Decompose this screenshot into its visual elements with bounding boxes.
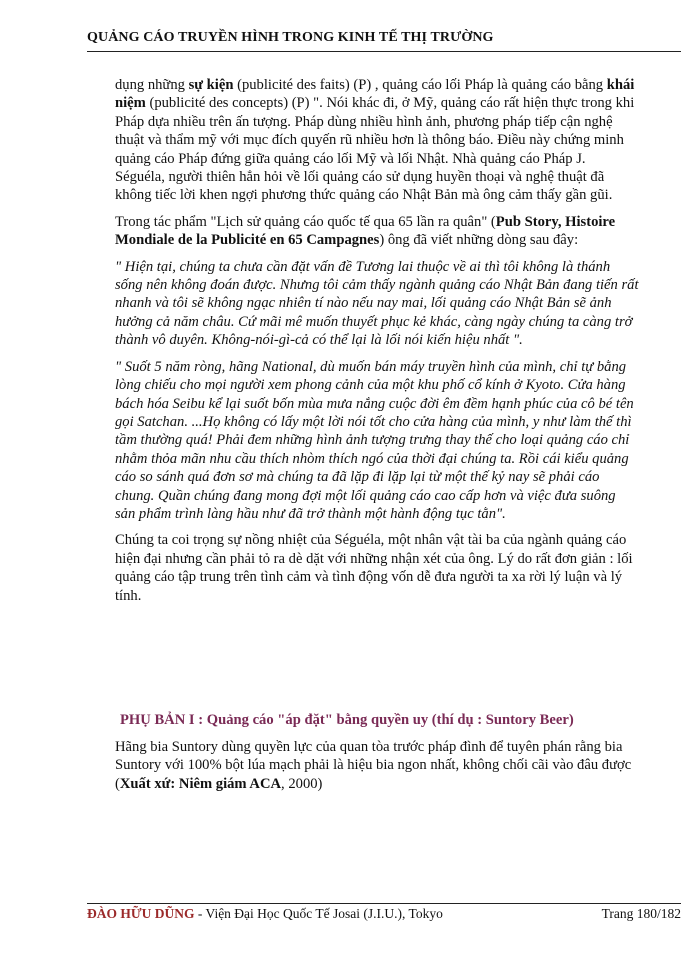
supplement-title: PHỤ BẢN I : Quảng cáo "áp đặt" bằng quyền uy (thí dụ : Suntory Beer)	[120, 712, 574, 728]
author-affiliation: - Viện Đại Học Quốc Tế Josai (J.I.U.), Tokyo	[194, 906, 443, 921]
supplement-text: Hãng bia Suntory dùng quyền lực của quan tòa trước pháp đình để tuyên phán rằng bia Suntory với 100% bột lúa mạch phải là hiệu bia ngon nhất, không chối cãi vào đâu được (	[115, 739, 632, 792]
header-divider	[87, 51, 681, 52]
source-citation: Xuất xứ: Niêm giám ACA	[119, 775, 282, 792]
paragraph-text: (publicité des faits) (P) , quảng cáo lối Pháp là quảng cáo bằng	[233, 77, 607, 93]
footer-credit	[87, 906, 443, 922]
page-header: QUẢNG CÁO TRUYỀN HÌNH TRONG KINH TẾ THỊ TRƯỜNG	[87, 30, 494, 45]
page-number: Trang 180/182	[601, 906, 681, 921]
author-name: ĐÀO HỮU DŨNG	[87, 906, 195, 921]
paragraph-3: Chúng ta coi trọng sự nồng nhiệt của Séguéla, một nhân vật tài ba của ngành quảng cáo hiện đại nhưng cần phải tỏ ra dè dặt với những nhận xét của ông. Lý do rất đơn giản : lối quảng cáo tập trung trên tình cảm và tình động vốn dễ đưa người ta xa rời lý luận và lý tính.	[115, 532, 633, 604]
supplement-text: , 2000)	[281, 775, 323, 792]
paragraph-2	[115, 213, 639, 250]
paragraph-1	[115, 76, 639, 205]
main-content	[115, 76, 639, 613]
paragraph-text: ) ông đã viết những dòng sau đây:	[379, 232, 579, 249]
quote-2: " Suốt 5 năm ròng, hãng National, dù muốn bán máy truyền hình của mình, chỉ tự bằng lòng chiếu cho mọi người xem phong cảnh của một khu phố cổ kính ở Kyoto. Cửa hàng bách hóa Seibu kể lại suốt bốn mùa mưa nắng cuộc đời êm đềm hạnh phúc của cô bé tên gọi Satchan. ...Họ không có lấy một lời nói tốt cho cửa hàng của mình, y như làm thế thì tầm thường quá! Phải đem những hình ảnh tượng trưng thay thế cho loại quảng cáo chỉ nhằm thỏa mãn nhu cầu thích nhòm thích ngó của thời đại chúng ta. Rồi cái kiểu quảng cáo so sánh quá đơn sơ mà chúng ta đã lặp đi lặp lại từ một thế kỷ nay sẽ phải cáo chung. Quần chúng đang mong đợi một lối quảng cáo cao cấp hơn và việc đưa suông sản phẩm trình làng hầu như đã trở thành một hành động tục tằn".	[115, 358, 634, 522]
bold-term: sự kiện	[188, 77, 234, 93]
quote-1: " Hiện tại, chúng ta chưa cần đặt vấn đề Tương lai thuộc về ai thì tôi không là thánh sống nên không đoán được. Nhưng tôi cảm thấy ngành quảng cáo Nhật Bản đang tiến rất nhanh và tôi sẽ không ngạc nhiên tí nào nếu nay mai, lối quảng cáo Nhật Bản sẽ ảnh hưởng cả năm châu. Cứ mãi mê muốn thuyết phục kẻ khác, càng ngày chúng ta càng trở thành vô duyên. Không-nói-gì-cả có thể lại là lối nói kiến hiệu nhất ".	[115, 258, 639, 349]
paragraph-text: Trong tác phẩm "Lịch sử quảng cáo quốc tế qua 65 lần ra quân" (	[115, 213, 496, 230]
paragraph-text: (publicité des concepts) (P) ". Nói khác đi, ở Mỹ, quảng cáo rất hiện thực trong khi Pháp dựa nhiều trên ấn tượng. Pháp dùng nhiều hình ảnh, phương pháp tiếp cận nghệ thuật và thẩm mỹ với mục đích quyến rũ nhiều hơn là thông báo. Điều này chứng minh quảng cáo Pháp đứng giữa quảng cáo lối Mỹ và lối Nhật. Nhà quảng cáo Pháp J. Séguéla, người thiên hẳn hỏi về lối quảng cáo sử dụng huyền thoại và nghệ thuật đã không tiếc lời khen ngợi phương thức quảng cáo Nhật Bản mà ông cảm thấy gần gũi.	[115, 95, 635, 204]
page-footer	[87, 906, 681, 922]
footer-divider	[87, 903, 681, 904]
book-title: Pub Story, Histoire Mondiale de la Publicité en 65 Campagnes	[115, 213, 616, 249]
paragraph-text: dụng những	[115, 77, 189, 93]
supplement-body	[115, 738, 639, 793]
bold-term: khái niệm	[115, 77, 635, 112]
